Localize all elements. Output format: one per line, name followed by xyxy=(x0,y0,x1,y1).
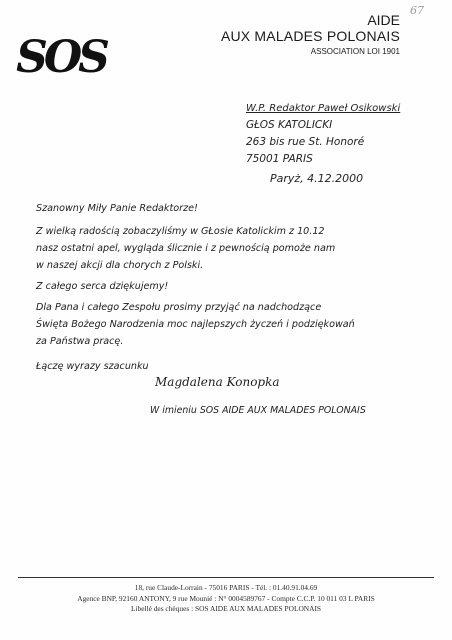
org-aide: AIDE xyxy=(367,12,400,28)
recipient-street: 263 bis rue St. Honoré xyxy=(246,136,365,148)
letter-body xyxy=(36,200,436,375)
paragraph-1-line-2: nasz ostatni apel, wygląda ślicznie i z pewnością pomoże nam xyxy=(36,243,336,254)
paragraph-2: Z całego serca dziękujemy! xyxy=(36,281,169,292)
closing: Łączę wyrazy szacunku xyxy=(36,361,149,372)
recipient-address xyxy=(246,100,446,168)
paragraph-1-line-1: Z wielką radością zobaczyliśmy w GŁosie Katolickim z 10.12 xyxy=(36,226,325,237)
recipient-publication: GŁOS KATOLICKI xyxy=(246,119,333,131)
sos-logo xyxy=(16,28,106,83)
footer-bank: Agence BNP, 92160 ANTONY, 9 rue Mounié : N° 0004589767 - Compte C.C.P. 10 011 03 L PARIS xyxy=(77,593,375,603)
letter-date: Paryż, 4.12.2000 xyxy=(270,172,364,185)
paragraph-3-line-3: za Państwa pracę. xyxy=(36,336,124,347)
footer-address: 18, rue Claude-Lorrain - 75016 PARIS - Tél. : 01.40.91.04.69 xyxy=(134,583,318,592)
org-name: AUX MALADES POLONAIS xyxy=(220,28,400,45)
footer xyxy=(20,583,432,615)
salutation: Szanowny Miły Panie Redaktorze! xyxy=(36,203,198,214)
footer-divider xyxy=(18,577,434,578)
logo-text: SOS xyxy=(16,32,106,83)
paragraph-1-line-3: w naszej akcji dla chorych z Polski. xyxy=(36,260,204,271)
signature: Magdalena Konopka xyxy=(155,375,280,389)
paragraph-3-line-1: Dla Pana i całego Zespołu prosimy przyjąć na nadchodzące xyxy=(36,302,322,313)
recipient-city: 75001 PARIS xyxy=(246,153,313,165)
org-association: ASSOCIATION LOI 1901 xyxy=(310,47,400,57)
footer-cheques: Libellé des chèques : SOS AIDE AUX MALADES POLONAIS xyxy=(130,604,322,613)
paragraph-3-line-2: Święta Bożego Narodzenia moc najlepszych życzeń i podziękowań xyxy=(36,319,355,330)
recipient-name: W.P. Redaktor Paweł Osikowski xyxy=(246,103,401,114)
page-number: 67 xyxy=(410,4,424,17)
on-behalf-line: W imieniu SOS AIDE AUX MALADES POLONAIS xyxy=(150,405,366,416)
org-header xyxy=(100,12,400,56)
